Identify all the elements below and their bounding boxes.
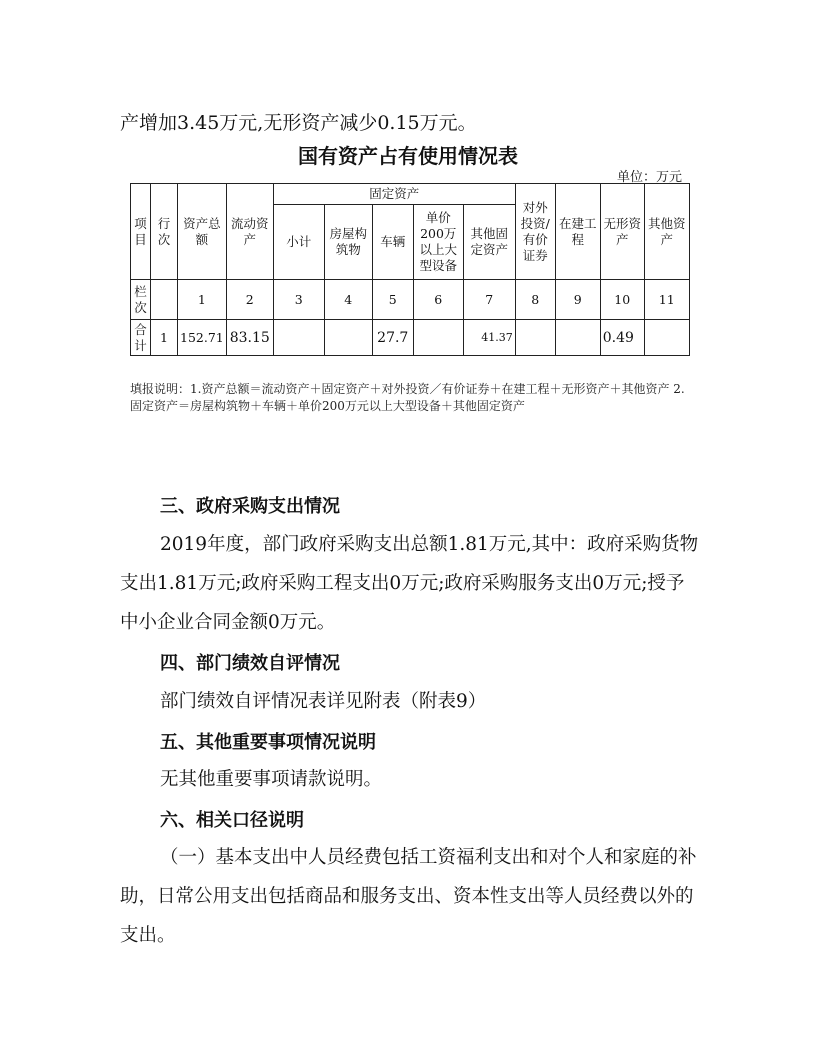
column-number: 3 — [273, 280, 324, 320]
header-large-equipment: 单价200万以上大型设备 — [413, 205, 463, 280]
section-6-body: （一）基本支出中人员经费包括工资福利支出和对个人和家庭的补助，日常公用支出包括商品和服务支出、资本性支出等人员经费以外的支出。 — [120, 847, 697, 946]
header-subtotal: 小计 — [273, 205, 324, 280]
sum-vehicle: 27.7 — [372, 320, 413, 356]
column-number-label: 栏次 — [131, 280, 151, 320]
unit-label: 单位：万元 — [616, 170, 682, 185]
sum-row-number: 1 — [151, 320, 178, 356]
sum-construction — [555, 320, 600, 356]
sum-large-equipment — [413, 320, 463, 356]
table-title: 国有资产占有使用情况表 — [298, 144, 518, 168]
header-total-assets: 资产总额 — [178, 184, 227, 280]
column-number: 6 — [413, 280, 463, 320]
sum-current-assets: 83.15 — [226, 320, 273, 356]
sum-label: 合计 — [131, 320, 151, 356]
header-investment: 对外投资/有价证券 — [515, 184, 555, 280]
section-3-heading: 三、政府采购支出情况 — [160, 496, 340, 517]
section-4-body: 部门绩效自评情况表详见附表（附表9） — [160, 691, 487, 712]
header-building: 房屋构筑物 — [324, 205, 372, 280]
column-number: 9 — [555, 280, 600, 320]
section-3-body: 2019年度，部门政府采购支出总额1.81万元,其中：政府采购货物支出1.81万元;政府采购工程支出0万元;政府采购服务支出0万元;授予中小企业合同金额0万元。 — [120, 534, 699, 633]
column-number: 5 — [372, 280, 413, 320]
section-6-heading: 六、相关口径说明 — [160, 810, 304, 831]
column-number: 7 — [463, 280, 515, 320]
sum-other-fixed: 41.37 — [463, 320, 515, 356]
assets-table — [130, 183, 690, 356]
header-row-no: 行次 — [151, 184, 178, 280]
header-current-assets: 流动资产 — [226, 184, 273, 280]
sum-total-assets: 152.71 — [178, 320, 227, 356]
fill-instructions: 填报说明：1.资产总额＝流动资产＋固定资产＋对外投资／有价证券＋在建工程＋无形资产＋其他资产 2.固定资产＝房屋构筑物＋车辆＋单价200万元以上大型设备＋其他固定资产 — [130, 382, 685, 413]
header-other-fixed: 其他固定资产 — [463, 205, 515, 280]
header-vehicle: 车辆 — [372, 205, 413, 280]
sum-other-assets — [644, 320, 689, 356]
sum-intangible: 0.49 — [600, 320, 644, 356]
column-number: 11 — [644, 280, 689, 320]
section-5-body: 无其他重要事项请款说明。 — [160, 769, 383, 790]
sum-subtotal — [273, 320, 324, 356]
header-intangible: 无形资产 — [600, 184, 644, 280]
column-number: 8 — [515, 280, 555, 320]
sum-building — [324, 320, 372, 356]
column-number: 1 — [178, 280, 227, 320]
sum-investment — [515, 320, 555, 356]
column-number: 10 — [600, 280, 644, 320]
table-cell — [151, 280, 178, 320]
column-number: 4 — [324, 280, 372, 320]
header-other-assets: 其他资产 — [644, 184, 689, 280]
header-construction: 在建工程 — [555, 184, 600, 280]
section-5-heading: 五、其他重要事项情况说明 — [160, 732, 376, 753]
header-fixed-assets: 固定资产 — [273, 184, 515, 205]
section-4-heading: 四、部门绩效自评情况 — [160, 653, 340, 674]
header-item: 项目 — [131, 184, 151, 280]
column-number: 2 — [226, 280, 273, 320]
intro-line: 产增加3.45万元,无形资产减少0.15万元。 — [120, 112, 477, 134]
